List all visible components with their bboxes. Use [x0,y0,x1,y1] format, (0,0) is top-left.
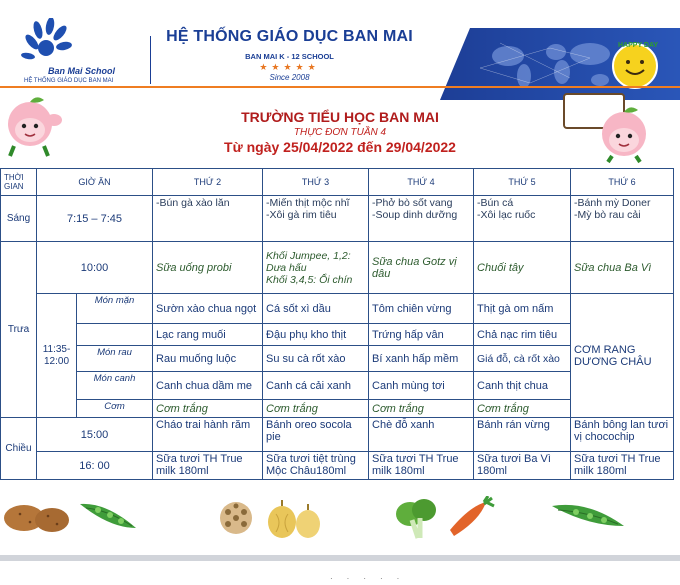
veg-wed: Bí xanh hấp mềm [369,346,474,372]
morning-wed: -Phở bò sốt vang -Soup dinh dưỡng [369,196,474,242]
snack-mon: Sữa uống probi [153,242,263,294]
carrot-icon [440,496,496,545]
brand-title: HỆ THỐNG GIÁO DỤC BAN MAI [166,28,413,45]
peach-mascot-right [562,92,672,169]
morning-tue: -Miến thịt mộc nhĩ -Xôi gà rim tiêu [263,196,369,242]
morning-mon: -Bún gà xào lăn [153,196,263,242]
lunch-time: 11:35- 12:00 [37,294,77,418]
rice-label: Cơm [77,400,153,418]
snack-wed: Sữa chua Gotz vị dâu [369,242,474,294]
header-divider [150,36,151,84]
header-banner [0,14,680,88]
snack-time: 10:00 [37,242,153,294]
morning-label: Sáng [1,196,37,242]
afternoon1-wed: Chè đỗ xanh [369,418,474,452]
brand-since: Since 2008 [269,73,310,82]
col-wed-header: THỨ 4 [369,169,474,196]
savory2-wed: Trứng hấp vân [369,324,474,346]
peach-mascot-left [0,90,72,165]
col-thu-header: THỨ 5 [474,169,571,196]
afternoon1-tue: Bánh oreo socola pie [263,418,369,452]
rice-wed: Cơm trắng [369,400,474,418]
rice-tue: Cơm trắng [263,400,369,418]
potato-icon [2,496,72,541]
veg-thu: Giá đỗ, cà rốt xào [474,346,571,372]
footer-bar [0,555,680,561]
afternoon2-wed: Sữa tươi TH True milk 180ml [369,452,474,480]
morning-time: 7:15 – 7:45 [37,196,153,242]
snack-tue: Khối Jumpee, 1,2: Dưa hấu Khối 3,4,5: Ổi chín [263,242,369,294]
savory2-tue: Đậu phụ kho thịt [263,324,369,346]
afternoon-time-1: 15:00 [37,418,153,452]
afternoon1-mon: Cháo trai hành răm [153,418,263,452]
morning-row [1,196,674,242]
morning-thu: -Bún cá -Xôi lạc ruốc [474,196,571,242]
footer-dots: ····· [330,574,414,583]
savory2-thu: Chả nạc rim tiêu [474,324,571,346]
afternoon-time-2: 16: 00 [37,452,153,480]
school-name: TRƯỜNG TIỂU HỌC BAN MAI [241,109,439,125]
veg-tue: Su su cà rốt xào [263,346,369,372]
savory2-mon: Lạc rang muối [153,324,263,346]
afternoon2-tue: Sữa tươi tiệt trùng Mộc Châu180ml [263,452,369,480]
brand-block [162,28,417,82]
afternoon2-thu: Sữa tươi Ba Vì 180ml [474,452,571,480]
afternoon-row-2 [1,452,674,480]
lunch-label: Trưa [1,242,37,418]
logo-school-name: Ban Mai School [48,66,116,76]
menu-table [0,168,674,480]
afternoon-label: Chiều [1,418,37,480]
col-fri-header: THỨ 6 [571,169,674,196]
onion-icon [264,496,324,549]
snack-row [1,242,674,294]
world-map-banner [440,28,680,102]
date-range: Từ ngày 25/04/2022 đến 29/04/2022 [224,139,456,155]
afternoon2-fri: Sữa tươi TH True milk 180ml [571,452,674,480]
afternoon-row-1 [1,418,674,452]
lunch-fri: CƠM RANG DƯƠNG CHÂU [571,294,674,418]
afternoon2-mon: Sữa tươi TH True milk 180ml [153,452,263,480]
logo-subtitle: HỆ THỐNG GIÁO DỤC BAN MAI [24,78,114,84]
header-row [1,169,674,196]
savory-label-blank [77,324,153,346]
rice-thu: Cơm trắng [474,400,571,418]
brand-subtitle: BAN MAI K - 12 SCHOOL [245,52,334,61]
savory-row-1 [1,294,674,324]
snack-fri: Sữa chua Ba Vì [571,242,674,294]
bean-pod-icon [76,496,140,541]
soup-wed: Canh mùng tơi [369,372,474,400]
morning-fri: -Bánh mỳ Doner -Mỳ bò rau cải [571,196,674,242]
veg-mon: Rau muống luộc [153,346,263,372]
brand-stars: ★★★★★ [259,62,320,72]
col-mon-header: THỨ 2 [153,169,263,196]
menu-title-block [150,109,530,155]
bean-pod-icon-right [548,496,628,541]
soup-thu: Canh thịt chua [474,372,571,400]
afternoon1-thu: Bánh rán vừng [474,418,571,452]
ban-mai-logo [14,18,134,90]
header-orange-bar [0,86,680,88]
savory1-wed: Tôm chiên vừng [369,294,474,324]
happy-day-badge: HAPPY DAY [618,42,659,49]
soup-mon: Canh chua dầm me [153,372,263,400]
rice-mon: Cơm trắng [153,400,263,418]
col-meal-time-header: GIỜ ĂN [37,169,153,196]
veg-label: Món rau [77,346,153,372]
savory1-thu: Thịt gà om nấm [474,294,571,324]
savory1-tue: Cá sốt xì dầu [263,294,369,324]
savory1-mon: Sườn xào chua ngọt [153,294,263,324]
savory-label: Món mặn [77,294,153,324]
week-label: THỰC ĐƠN TUẦN 4 [293,127,387,138]
soup-tue: Canh cá cải xanh [263,372,369,400]
col-time-header: THỜI GIAN [1,169,37,196]
lotus-root-icon [214,496,264,545]
snack-thu: Chuối tây [474,242,571,294]
afternoon1-fri: Bánh bông lan tươi vị chocochip [571,418,674,452]
soup-label: Món canh [77,372,153,400]
col-tue-header: THỨ 3 [263,169,369,196]
